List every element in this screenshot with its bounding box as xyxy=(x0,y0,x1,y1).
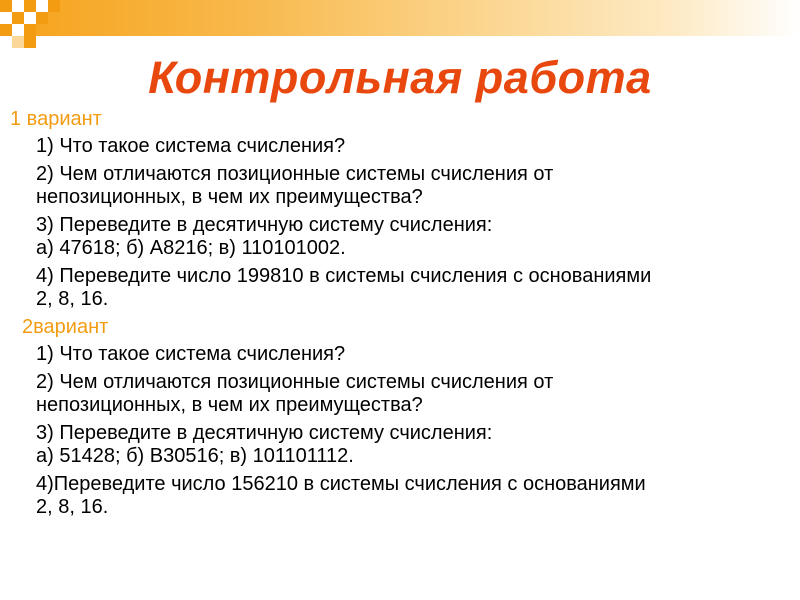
variant-label: 1 вариант xyxy=(10,108,102,130)
question-item xyxy=(0,422,800,468)
question-item xyxy=(0,343,800,366)
decor-square xyxy=(24,0,36,12)
decor-square xyxy=(12,0,24,12)
slide-title: Контрольная работа xyxy=(148,52,652,103)
decor-square xyxy=(12,24,24,36)
question-text: 2) Чем отличаются позиционные системы счисления от xyxy=(36,371,554,393)
question-text: 2) Чем отличаются позиционные системы счисления от xyxy=(36,163,554,185)
question-item xyxy=(0,473,800,519)
variant-label: 2вариант xyxy=(22,316,109,338)
question-text-continuation: а) 47618; б) A8216; в) 110101002. xyxy=(36,237,346,259)
question-item xyxy=(0,371,800,417)
question-text-continuation: а) 51428; б) B30516; в) 101101112. xyxy=(36,445,354,467)
question-text: 4) Переведите число 199810 в системы счисления с основаниями xyxy=(36,265,652,287)
decor-square xyxy=(36,12,48,24)
question-item xyxy=(0,214,800,260)
decor-square xyxy=(0,24,12,36)
decor-square xyxy=(48,0,60,12)
slide-content xyxy=(0,108,800,524)
header-decoration-band xyxy=(0,0,800,36)
question-text: 3) Переведите в десятичную систему счисления: xyxy=(36,422,493,444)
question-text-continuation: 2, 8, 16. xyxy=(36,496,109,518)
question-item xyxy=(0,163,800,209)
question-text: 4)Переведите число 156210 в системы счисления с основаниями xyxy=(36,473,646,495)
decor-square xyxy=(12,12,24,24)
question-item xyxy=(0,265,800,311)
decor-square xyxy=(12,36,24,48)
question-text: 3) Переведите в десятичную систему счисления: xyxy=(36,214,493,236)
decor-square xyxy=(0,12,12,24)
decor-square xyxy=(36,0,48,12)
decor-square xyxy=(24,36,36,48)
question-text-continuation: 2, 8, 16. xyxy=(36,288,109,310)
question-text: 1) Что такое система счисления? xyxy=(36,135,346,157)
question-text-continuation: непозиционных, в чем их преимущества? xyxy=(36,394,423,416)
decor-square xyxy=(24,12,36,24)
question-item xyxy=(0,135,800,158)
decor-square xyxy=(24,24,36,36)
question-text: 1) Что такое система счисления? xyxy=(36,343,346,365)
decor-square xyxy=(0,0,12,12)
question-text-continuation: непозиционных, в чем их преимущества? xyxy=(36,186,423,208)
